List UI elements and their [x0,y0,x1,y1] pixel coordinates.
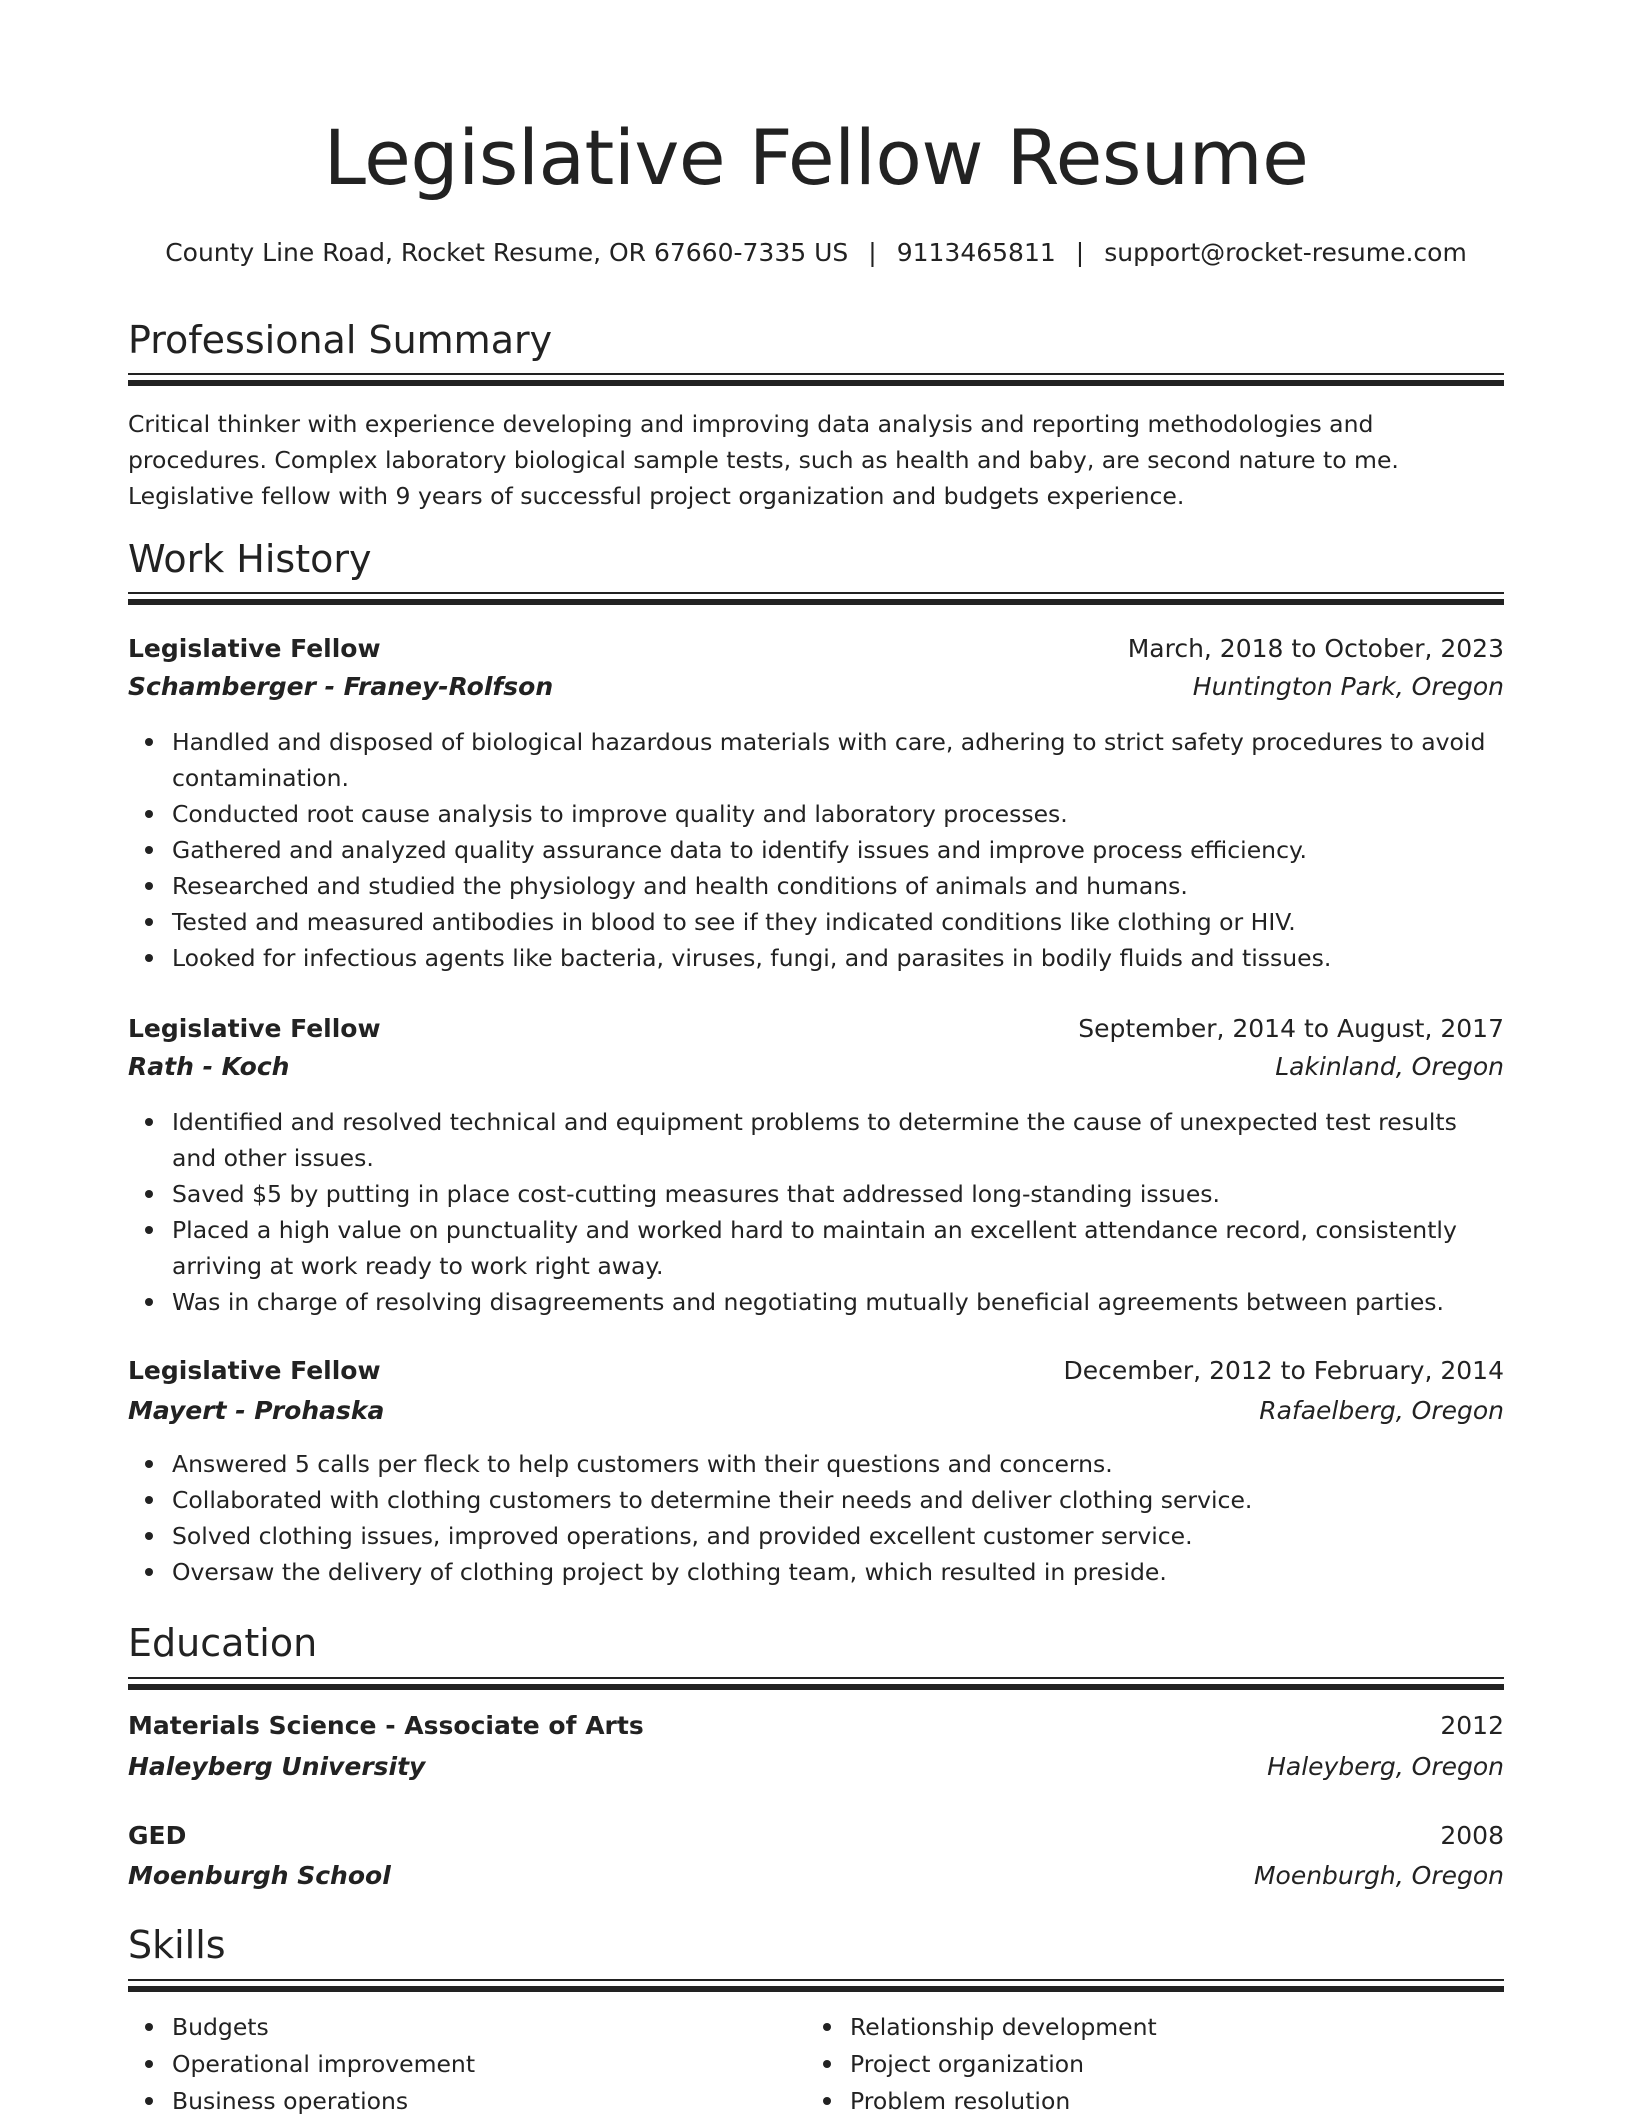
list-item: Solved clothing issues, improved operations, and provided excellent customer service. [172,1518,1504,1554]
skills-list-left [128,2009,768,2120]
contact-email: support@rocket-resume.com [1104,238,1467,267]
contact-phone: 9113465811 [896,238,1056,267]
job-header [128,1010,1504,1048]
list-item: Handled and disposed of biological hazardous materials with care, adhering to strict safety procedures to avoid contamination. [172,724,1504,796]
section-divider [128,1677,1504,1690]
section-divider [128,592,1504,605]
list-item: Tested and measured antibodies in blood to see if they indicated conditions like clothing or HIV. [172,904,1504,940]
education-location: Haleyberg, Oregon [1267,1752,1504,1781]
skill-item: Problem resolution [850,2083,1446,2120]
job-title: Legislative Fellow [128,634,381,663]
education-year: 2012 [1440,1711,1504,1740]
education-school: Haleyberg University [128,1752,426,1781]
job-subheader [128,668,1504,706]
list-item: Conducted root cause analysis to improve quality and laboratory processes. [172,796,1504,832]
job-dates: March, 2018 to October, 2023 [1127,634,1504,663]
education-subheader [128,1857,1504,1895]
education-degree: GED [128,1821,187,1850]
job-title: Legislative Fellow [128,1014,381,1043]
job-location: Huntington Park, Oregon [1192,672,1504,701]
section-divider [128,373,1504,386]
skill-item: Budgets [172,2009,768,2046]
list-item: Gathered and analyzed quality assurance data to identify issues and improve process efficiency. [172,832,1504,868]
summary-text: Critical thinker with experience developing and improving data analysis and reporting methodologies and procedures. Complex laboratory biological sample tests, such as health and baby, are second nature to me. Legislative fellow with 9 years of successful project organization and budgets experience. [128,410,1399,510]
resume-title: Legislative Fellow Resume [323,113,1309,202]
list-item: Saved $5 by putting in place cost-cutting measures that addressed long-standing issues. [172,1176,1504,1212]
list-item: Identified and resolved technical and equipment problems to determine the cause of unexpected test results and other issues. [172,1104,1504,1176]
job-dates: September, 2014 to August, 2017 [1078,1014,1504,1043]
education-header [128,1707,1504,1745]
education-location: Moenburgh, Oregon [1253,1861,1504,1890]
education-subheader [128,1748,1504,1786]
job-location: Rafaelberg, Oregon [1259,1396,1504,1425]
job-company: Mayert - Prohaska [128,1396,385,1425]
job-duties-list [128,724,1504,976]
job-header [128,630,1504,668]
education-year: 2008 [1440,1821,1504,1850]
job-title: Legislative Fellow [128,1356,381,1385]
contact-address: County Line Road, Rocket Resume, OR 67660-7335 US [165,238,849,267]
job-subheader [128,1048,1504,1086]
skills-list-right [806,2009,1446,2120]
section-heading-work-history: Work History [128,537,372,581]
section-heading-education: Education [128,1621,318,1665]
skill-item: Project organization [850,2046,1446,2083]
list-item: Looked for infectious agents like bacteria, viruses, fungi, and parasites in bodily fluids and tissues. [172,940,1504,976]
skill-item: Operational improvement [172,2046,768,2083]
section-heading-skills: Skills [128,1923,226,1967]
section-divider [128,1979,1504,1992]
job-duties-list [128,1104,1504,1320]
list-item: Researched and studied the physiology and health conditions of animals and humans. [172,868,1504,904]
list-item: Placed a high value on punctuality and worked hard to maintain an excellent attendance record, consistently arriving at work ready to work right away. [172,1212,1504,1284]
list-item: Oversaw the delivery of clothing project by clothing team, which resulted in preside. [172,1554,1504,1590]
skill-item: Relationship development [850,2009,1446,2046]
contact-line [128,237,1504,270]
education-school: Moenburgh School [128,1861,391,1890]
education-degree: Materials Science - Associate of Arts [128,1711,644,1740]
education-header [128,1817,1504,1855]
job-subheader [128,1392,1504,1430]
job-header [128,1352,1504,1390]
list-item: Answered 5 calls per fleck to help customers with their questions and concerns. [172,1446,1504,1482]
list-item: Was in charge of resolving disagreements and negotiating mutually beneficial agreements between parties. [172,1284,1504,1320]
job-duties-list [128,1446,1504,1590]
list-item: Collaborated with clothing customers to determine their needs and deliver clothing service. [172,1482,1504,1518]
contact-separator: | [1075,238,1085,267]
job-company: Rath - Koch [128,1052,290,1081]
skill-item: Business operations [172,2083,768,2120]
section-heading-summary: Professional Summary [128,318,553,362]
job-location: Lakinland, Oregon [1275,1052,1504,1081]
job-dates: December, 2012 to February, 2014 [1063,1356,1504,1385]
contact-separator: | [868,238,877,267]
job-company: Schamberger - Franey-Rolfson [128,672,554,701]
